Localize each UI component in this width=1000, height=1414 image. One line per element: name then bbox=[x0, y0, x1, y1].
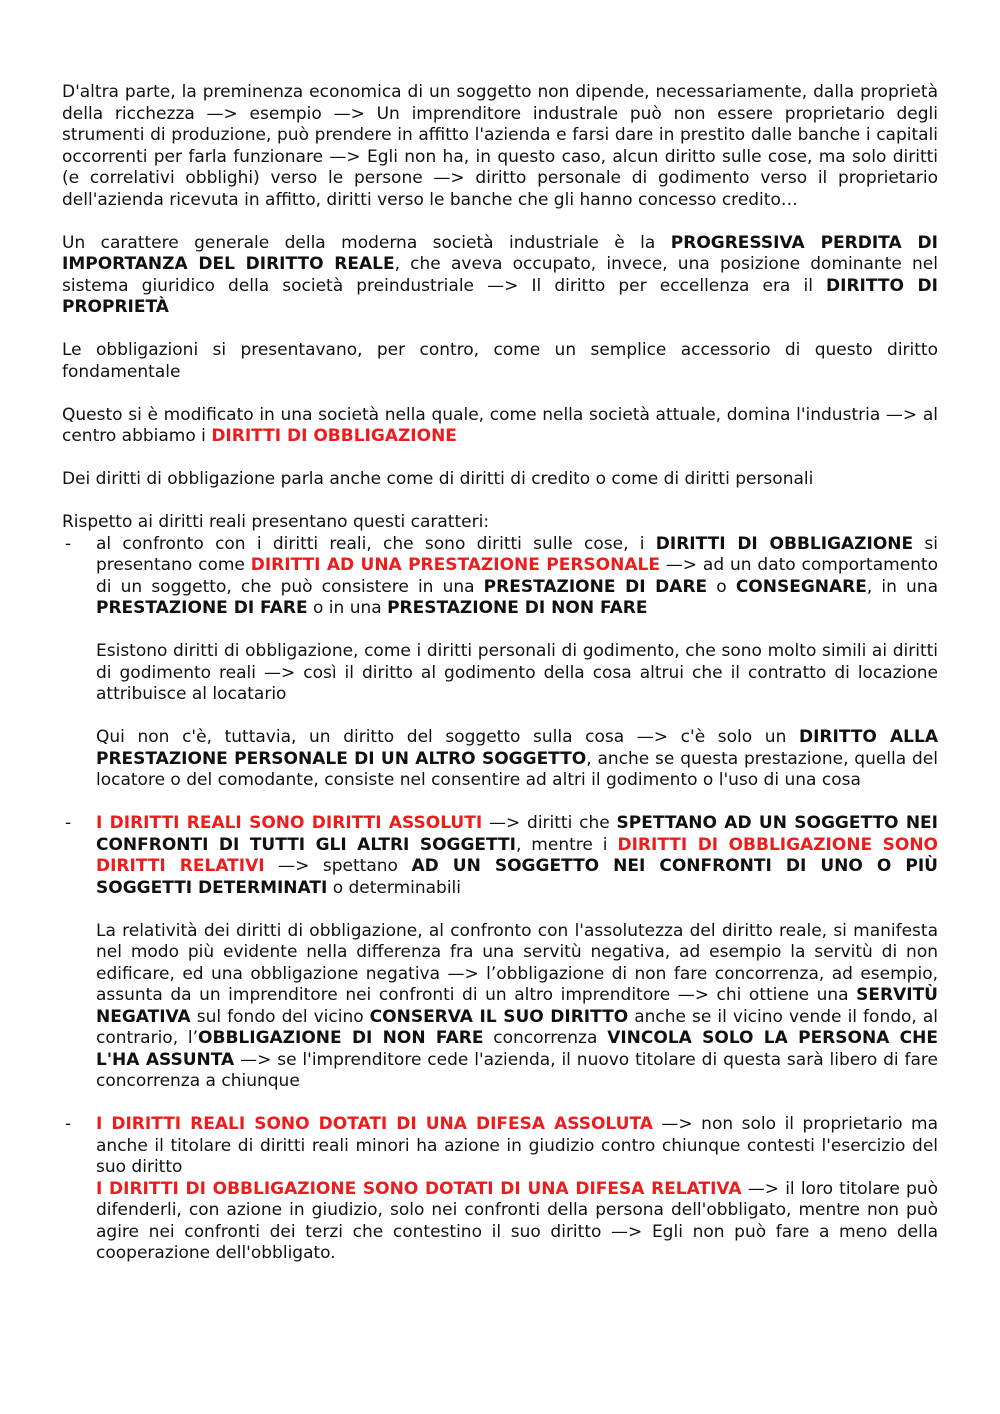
bold-text: PRESTAZIONE DI NON FARE bbox=[387, 598, 648, 618]
text: Questo si è modificato in una società nella quale, come nella società attuale, domina l'industria —> al centro abbiamo i bbox=[62, 404, 938, 446]
list-subparagraph bbox=[96, 921, 938, 1093]
text: al confronto con i diritti reali, che sono diritti sulle cose, i bbox=[96, 533, 656, 554]
list-subparagraph bbox=[96, 727, 938, 792]
red-bold-text: DIRITTI DI OBBLIGAZIONE bbox=[211, 426, 457, 446]
list-dash: - bbox=[65, 813, 72, 833]
red-bold-text: I DIRITTI REALI SONO DOTATI DI UNA DIFESA ASSOLUTA bbox=[96, 1114, 653, 1134]
bold-text: CONSERVA IL SUO DIRITTO bbox=[369, 1006, 629, 1027]
paragraph-obbligazioni: Le obbligazioni si presentavano, per contro, come un semplice accessorio di questo diritto fondamentale bbox=[62, 340, 938, 382]
list-item-text bbox=[96, 813, 938, 899]
bold-text: AD UN SOGGETTO NEI CONFRONTI DI UNO O PIÙ SOGGETTI DETERMINATI bbox=[96, 856, 938, 898]
list-item-text bbox=[96, 1179, 938, 1265]
bold-text: PRESTAZIONE DI DARE bbox=[483, 576, 708, 597]
paragraph-preminenza: D'altra parte, la preminenza economica di un soggetto non dipende, necessariamente, dalla proprietà della ricchezza —> esempio —> Un imprenditore industrale può non essere proprietario degli strumenti di produzione, può prendere in affitto l'azienda e farsi dare in prestito dalle banche i capitali occorrenti per farla funzionare —> Egli non ha, in questo caso, alcun diritto sulle cose, ma solo diritti (e correlativi obblighi) verso le persone —> diritto personale di godimento verso il proprietario dell'azienda ricevuta in affitto, diritti verso le banche che gli hanno concesso credito… bbox=[62, 82, 938, 210]
text: o in una bbox=[307, 598, 388, 618]
text: —> non solo il proprietario ma anche il titolare di diritti reali minori ha azione in giudizio contro chiunque contesti l'esercizio del suo diritto bbox=[96, 1114, 939, 1177]
text: si presentano come bbox=[96, 533, 939, 575]
list-item-text bbox=[96, 534, 938, 620]
bold-text: PROGRESSIVA PERDITA DI IMPORTANZA DEL DIRITTO REALE bbox=[62, 232, 938, 274]
list-item-prestazione-personale bbox=[62, 534, 938, 792]
text: —> spettano bbox=[264, 856, 412, 876]
paragraph-carattere-generale bbox=[62, 233, 938, 319]
text: , anche se questa prestazione, quella del locatore o del comodante, consiste nel consentire ad altri il godimento o l'uso di una cosa bbox=[96, 748, 938, 790]
text: o bbox=[707, 576, 736, 597]
bold-text: OBBLIGAZIONE DI NON FARE bbox=[198, 1028, 484, 1048]
paragraph-modificato bbox=[62, 405, 938, 448]
red-bold-text: I DIRITTI REALI SONO DIRITTI ASSOLUTI bbox=[96, 813, 483, 833]
list-dash: - bbox=[65, 533, 72, 554]
paragraph-caratteri-intro: Rispetto ai diritti reali presentano questi caratteri: bbox=[62, 512, 490, 532]
text: —> diritti che bbox=[482, 813, 617, 833]
bold-text: CONSEGNARE bbox=[735, 576, 867, 597]
text: La relatività dei diritti di obbligazione, al confronto con l'assolutezza del diritto reale, si manifesta nel modo più evidente nella differenza fra una servitù negativa, ad esempio la servitù di non edificare, ed una obbligazione negativa —> l’obbligazione di non fare concorrenza, ad esempio, assunta da un imprenditore nei confronti di un altro imprenditore —> chi ottiene una bbox=[96, 920, 938, 1005]
bold-text: DIRITTI DI OBBLIGAZIONE bbox=[655, 533, 914, 554]
red-bold-text: DIRITTI DI OBBLIGAZIONE SONO DIRITTI RELATIVI bbox=[96, 834, 939, 876]
bold-text: PRESTAZIONE DI FARE bbox=[96, 598, 308, 618]
text: —> il loro titolare può difenderli, con azione in giudizio, solo nei confronti della persona dell'obbligato, mentre non può agire nei confronti dei terzi che contestino il suo diritto —> Egli non può fare a meno della cooperazione dell'obbligato. bbox=[96, 1178, 938, 1263]
text: o determinabili bbox=[327, 877, 462, 898]
list-item-text bbox=[96, 1114, 938, 1179]
text: , che aveva occupato, invece, una posizione dominante nel sistema giuridico della società preindustriale —> Il diritto per eccellenza era il bbox=[62, 254, 938, 296]
list-item-difesa-assoluta bbox=[62, 1114, 938, 1265]
bold-text: DIRITTO ALLA PRESTAZIONE PERSONALE DI UN ALTRO SOGGETTO bbox=[96, 727, 938, 769]
text: , in una bbox=[866, 576, 938, 597]
text: , mentre i bbox=[515, 834, 618, 855]
bold-text: DIRITTO DI PROPRIETÀ bbox=[62, 275, 938, 317]
paragraph-diritti-credito: Dei diritti di obbligazione parla anche come di diritti di credito o come di diritti personali bbox=[62, 469, 814, 489]
bold-text: SERVITÙ NEGATIVA bbox=[96, 985, 938, 1027]
text: —> se l'imprenditore cede l'azienda, il nuovo titolare di questa sarà libero di fare concorrenza a chiunque bbox=[96, 1049, 938, 1091]
red-bold-text: I DIRITTI DI OBBLIGAZIONE SONO DOTATI DI UNA DIFESA RELATIVA bbox=[96, 1178, 742, 1199]
list-item-diritti-assoluti bbox=[62, 813, 938, 1093]
text: Qui non c'è, tuttavia, un diritto del soggetto sulla cosa —> c'è solo un bbox=[96, 727, 799, 747]
bold-text: VINCOLA SOLO LA PERSONA CHE L'HA ASSUNTA bbox=[96, 1028, 938, 1070]
text: —> ad un dato comportamento di un soggetto, che può consistere in una bbox=[96, 555, 938, 597]
red-bold-text: DIRITTI AD UNA PRESTAZIONE PERSONALE bbox=[250, 555, 660, 575]
text: anche se il vicino vende il fondo, al contrario, l’ bbox=[96, 1006, 939, 1048]
list-dash: - bbox=[65, 1114, 72, 1134]
text: concorrenza bbox=[483, 1028, 608, 1048]
list-subparagraph: Esistono diritti di obbligazione, come i diritti personali di godimento, che sono molto simili ai diritti di godimento reali —> così il diritto al godimento della cosa altrui che il contratto di locazione attribuisce al locatario bbox=[96, 641, 938, 704]
text: Un carattere generale della moderna società industriale è la bbox=[62, 232, 671, 253]
bold-text: SPETTANO AD UN SOGGETTO NEI CONFRONTI DI TUTTI GLI ALTRI SOGGETTI bbox=[96, 813, 938, 855]
text: sul fondo del vicino bbox=[190, 1006, 370, 1027]
